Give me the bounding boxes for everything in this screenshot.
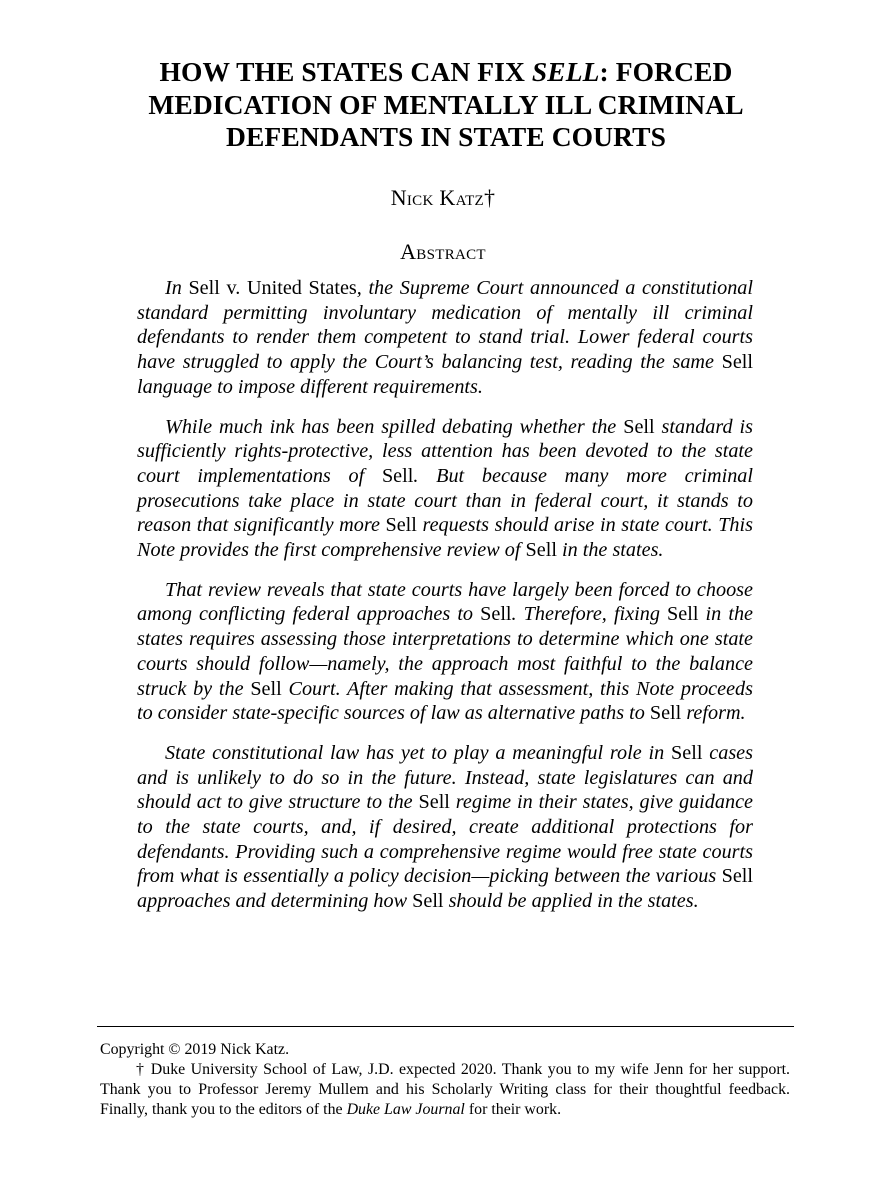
abstract-text: should be applied in the states. (443, 890, 699, 913)
case-name-roman: Sell (667, 603, 699, 626)
article-title (96, 56, 796, 154)
abstract-heading: Abstract (400, 239, 486, 264)
journal-name: Duke Law Journal (346, 1101, 465, 1118)
author-name: Nick Katz† (390, 185, 496, 210)
case-name-roman: Sell (480, 603, 512, 626)
case-name-roman: Sell (721, 351, 753, 374)
case-name-roman: Sell (385, 514, 417, 537)
footnote-divider (97, 1026, 794, 1027)
abstract-text: in the states. (556, 539, 664, 562)
title-line-3: DEFENDANTS IN STATE COURTS (226, 121, 666, 152)
author-footnote: † Duke University School of Law, J.D. expected 2020. Thank you to my wife Jenn for her support. Thank you to Professor Jeremy Mullem and his Scholarly Writing class for their thoughtful feedback. Finally, thank you to the editors of the Duke Law Journal for their work. (100, 1061, 790, 1118)
abstract-text: , the Supreme Court announced a constitutional standard permitting involuntary medication of mentally ill criminal defendants to render them competent to stand trial. Lower federal courts have struggled to apply the Court’s balancing test, reading the same (137, 277, 753, 374)
abstract-text: . But because many more criminal prosecutions take place in state court than in federal court, it stands to reason that significantly more (137, 464, 753, 537)
abstract-paragraph-4 (137, 741, 753, 914)
case-name-roman: Sell v. United States (188, 277, 357, 299)
footnotes (100, 1040, 790, 1120)
abstract-paragraph-3 (137, 578, 753, 726)
abstract-text: Court. After making that assessment, this Note proceeds to consider state-specific sources of law as alternative paths to (137, 677, 753, 725)
case-name-roman: Sell (671, 741, 703, 764)
title-case-name: SELL (531, 56, 600, 87)
case-name-roman: Sell (412, 890, 444, 913)
abstract-body (137, 276, 753, 929)
abstract-text: requests should arise in state court. This Note provides the first comprehensive review of (137, 514, 753, 562)
abstract-text: language to impose different requirements. (137, 375, 483, 398)
title-line-2: MEDICATION OF MENTALLY ILL CRIMINAL (148, 88, 744, 120)
abstract-text: . Therefore, fixing (511, 603, 668, 626)
abstract-text: standard is sufficiently rights-protective, less attention has been devoted to the state court implementations of (137, 415, 753, 487)
abstract-paragraph-1 (137, 276, 753, 400)
case-name-roman: Sell (525, 539, 557, 562)
abstract-text: approaches and determining how (137, 890, 413, 913)
copyright-notice: Copyright © 2019 Nick Katz. (100, 1041, 290, 1058)
abstract-paragraph-2 (137, 415, 753, 563)
case-name-roman: Sell (250, 677, 282, 700)
abstract-text: State constitutional law has yet to play a meaningful role in (165, 741, 672, 764)
case-name-roman: Sell (721, 865, 753, 888)
abstract-text: While much ink has been spilled debating whether the (165, 415, 624, 438)
case-name-roman: Sell (623, 415, 655, 438)
abstract-text: cases and is unlikely to do so in the future. Instead, state legislatures can and should act to give structure to the (137, 741, 754, 814)
case-name-roman: Sell (418, 791, 450, 814)
case-name-roman: Sell (381, 464, 414, 487)
title-line-1: HOW THE STATES CAN FIX SELL: FORCED (159, 56, 733, 87)
case-name-roman: Sell (649, 702, 682, 725)
abstract-text: regime in their states, give guidance to the state courts, and, if desired, create additional protections for defendants. Providing such a comprehensive regime would free state courts from what is essentially a policy decision—picking between the various (137, 791, 753, 888)
abstract-text: That review reveals that state courts have largely been forced to choose among conflicting federal approaches to (137, 578, 753, 626)
abstract-text: In (165, 277, 189, 299)
abstract-text: reform. (681, 702, 746, 725)
abstract-text: in the states requires assessing those interpretations to determine which one state courts should follow—namely, the approach most faithful to the balance struck by the (137, 603, 754, 700)
